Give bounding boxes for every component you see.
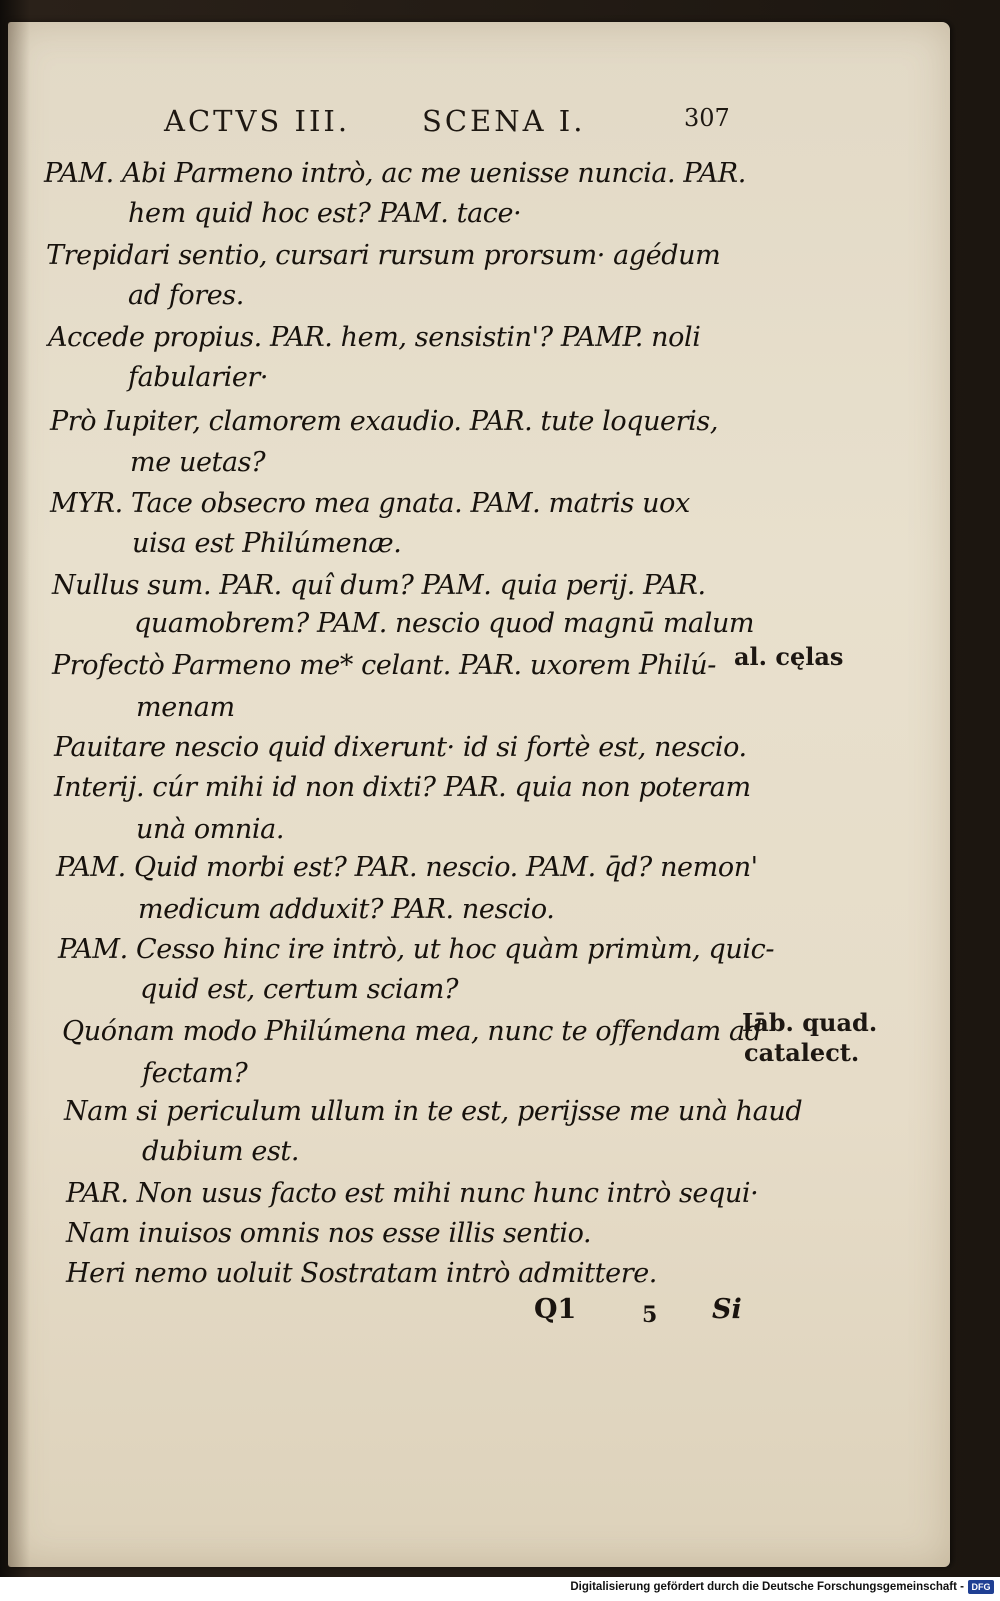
- text-line: ad fores.: [128, 280, 244, 311]
- text-line: Nullus sum. PAR. quî dum? PAM. quia perij. PAR.: [52, 570, 706, 601]
- text-line: PAM. Quid morbi est? PAR. nescio. PAM. q̄d? nemon': [56, 852, 758, 883]
- text-line: Heri nemo uoluit Sostratam intrò admittere.: [66, 1258, 657, 1289]
- text-line: Accede propius. PAR. hem, sensistin'? PAMP. noli: [48, 322, 701, 353]
- text-line: Pauitare nescio quid dixerunt· id si fortè est, nescio.: [54, 732, 747, 763]
- text-line: quid est, certum sciam?: [140, 974, 459, 1005]
- signature-mark: Q1: [534, 1294, 577, 1325]
- text-line: PAR. Non usus facto est mihi nunc hunc intrò sequi·: [66, 1178, 759, 1209]
- act-heading: ACTVS III.: [164, 104, 351, 138]
- text-line: quamobrem? PAM. nescio quod magnū malum: [134, 608, 755, 639]
- text-line: Trepidari sentio, cursari rursum prorsum· agédum: [46, 240, 721, 271]
- text-line: Nam inuisos omnis nos esse illis sentio.: [66, 1218, 592, 1249]
- text-line: menam: [136, 692, 235, 723]
- catchword: Si: [712, 1294, 742, 1325]
- text-line: uisa est Philúmenæ.: [132, 528, 402, 559]
- text-line: dubium est.: [142, 1136, 300, 1167]
- page-number: 307: [684, 104, 730, 132]
- text-line: PAM. Abi Parmeno intrò, ac me uenisse nuncia. PAR.: [44, 158, 746, 189]
- signature-number: 5: [642, 1302, 658, 1328]
- text-line: fabularier·: [128, 362, 269, 393]
- text-line: Interij. cúr mihi id non dixti? PAR. quia non poteram: [54, 772, 751, 803]
- running-head: [160, 104, 740, 144]
- text-line: Nam si periculum ullum in te est, perijsse me unà haud: [64, 1096, 803, 1127]
- text-line: me uetas?: [130, 447, 266, 478]
- dfg-logo-icon: DFG: [968, 1580, 994, 1594]
- text-line: medicum adduxit? PAR. nescio.: [138, 894, 555, 925]
- text-line: unà omnia.: [136, 814, 285, 845]
- margin-note-meter-line1: Iāb. quad.: [742, 1008, 878, 1037]
- text-line: hem quid hoc est? PAM. tace·: [128, 198, 522, 229]
- scene-heading: SCENA I.: [422, 104, 586, 138]
- text-line: Prò Iupiter, clamorem exaudio. PAR. tute loqueris,: [50, 406, 719, 437]
- text-line: MYR. Tace obsecro mea gnata. PAM. matris uox: [50, 488, 690, 519]
- margin-note-meter-line2: catalect.: [744, 1038, 860, 1067]
- text-line: PAM. Cesso hinc ire intrò, ut hoc quàm primùm, quic-: [58, 934, 775, 965]
- gutter-shadow: [8, 22, 30, 1567]
- text-line: fectam?: [142, 1058, 248, 1089]
- margin-note-variant: al. cęlas: [734, 642, 844, 671]
- text-line: Quónam modo Philúmena mea, nunc te offendam ad: [62, 1016, 762, 1047]
- funding-credit: Digitalisierung gefördert durch die Deutsche Forschungsgemeinschaft -: [570, 1581, 964, 1593]
- text-line: Profectò Parmeno me* celant. PAR. uxorem Philú-: [52, 650, 716, 681]
